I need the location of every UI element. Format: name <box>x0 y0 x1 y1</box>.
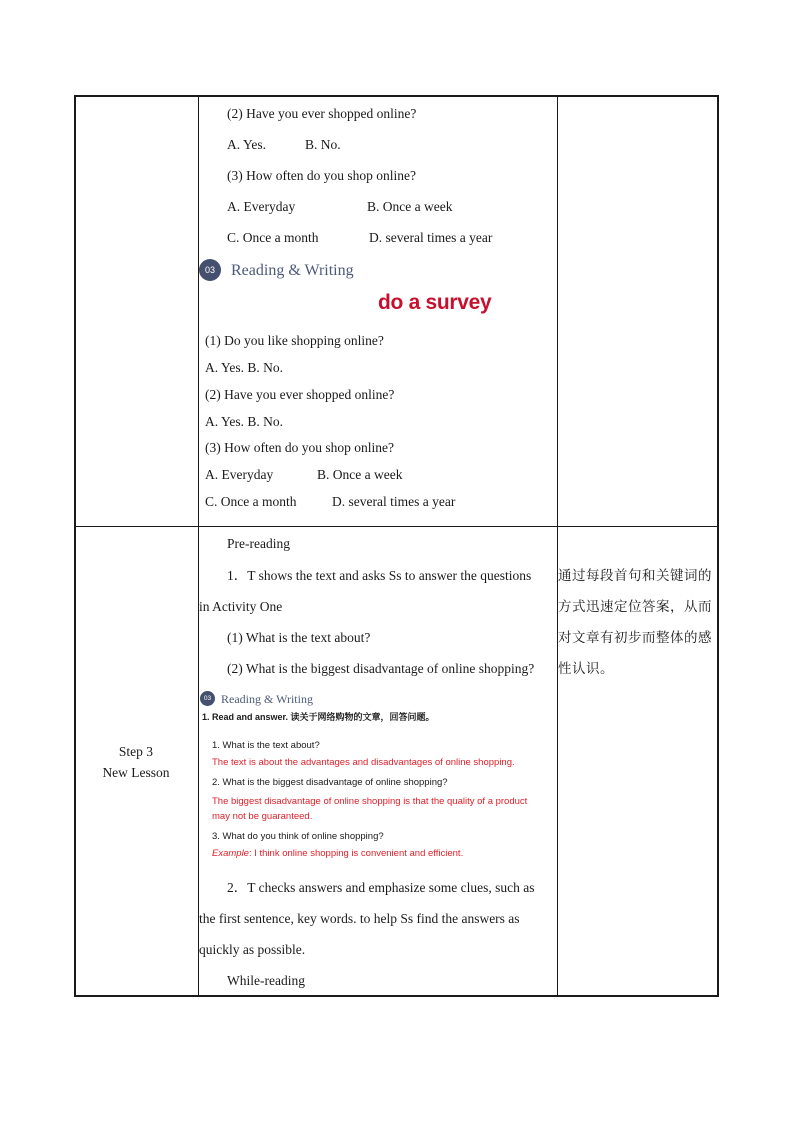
survey-option: C. Once a month <box>227 230 319 245</box>
slide-title: Reading & Writing <box>231 262 354 279</box>
procedure-text: quickly as possible. <box>199 942 306 957</box>
survey-question: (3) How often do you shop online? <box>227 168 416 183</box>
section-badge: 03 <box>200 691 215 706</box>
slide-answer <box>212 848 463 860</box>
step-name: New Lesson <box>102 765 170 780</box>
phase-heading: While-reading <box>227 973 305 988</box>
procedure-text: (1) What is the text about? <box>227 630 371 645</box>
slide-answer: The biggest disadvantage of online shopping is that the quality of a product <box>212 796 528 807</box>
survey-option: D. several times a year <box>332 494 456 509</box>
survey-option: A. Everyday <box>227 199 296 214</box>
slide-heading: do a survey <box>378 291 492 314</box>
survey-option: D. several times a year <box>369 230 493 245</box>
survey-question: (2) Have you ever shopped online? <box>205 387 395 402</box>
step-label: Step 3 <box>118 744 154 759</box>
survey-option: B. Once a week <box>317 467 403 482</box>
phase-heading: Pre-reading <box>227 536 290 551</box>
survey-option: A. Everyday <box>205 467 274 482</box>
procedure-text: (2) What is the biggest disadvantage of online shopping? <box>227 661 535 676</box>
survey-option: A. Yes. <box>227 137 267 152</box>
column-divider <box>557 97 558 995</box>
procedure-text: 2．T checks answers and emphasize some clues, such as <box>227 880 535 895</box>
design-note: 性认识。 <box>558 661 614 677</box>
procedure-text: in Activity One <box>199 599 283 614</box>
design-note: 对文章有初步而整体的感 <box>558 630 712 646</box>
survey-option: A. Yes. B. No. <box>205 360 284 375</box>
survey-option: C. Once a month <box>205 494 297 509</box>
procedure-text: 1．T shows the text and asks Ss to answer the questions <box>227 568 532 583</box>
slide-answer: The text is about the advantages and disadvantages of online shopping. <box>212 757 515 768</box>
slide-answer: may not be guaranteed. <box>212 811 313 822</box>
slide-question: 3. What do you think of online shopping? <box>212 831 384 842</box>
survey-question: (2) Have you ever shopped online? <box>227 106 417 121</box>
row-divider <box>76 526 717 527</box>
survey-option: A. Yes. B. No. <box>205 414 284 429</box>
slide-question: 1. What is the text about? <box>212 740 320 751</box>
column-divider <box>198 97 199 995</box>
survey-option: B. Once a week <box>367 199 453 214</box>
survey-question: (3) How often do you shop online? <box>205 440 394 455</box>
example-text: : I think online shopping is convenient and efficient. <box>248 848 464 859</box>
slide-title: Reading & Writing <box>221 692 313 706</box>
procedure-text: the first sentence, key words. to help Ss find the answers as <box>199 911 520 926</box>
design-note: 方式迅速定位答案，从而 <box>558 599 712 615</box>
example-label: Example <box>212 848 249 859</box>
survey-question: (1) Do you like shopping online? <box>205 333 384 348</box>
slide-question: 2. What is the biggest disadvantage of online shopping? <box>212 777 448 788</box>
section-badge: 03 <box>199 259 221 281</box>
slide-instruction: 1. Read and answer. 读关于网络购物的文章，回答问题。 <box>202 712 435 722</box>
design-note: 通过每段首句和关键词的 <box>558 568 712 584</box>
survey-option: B. No. <box>305 137 341 152</box>
